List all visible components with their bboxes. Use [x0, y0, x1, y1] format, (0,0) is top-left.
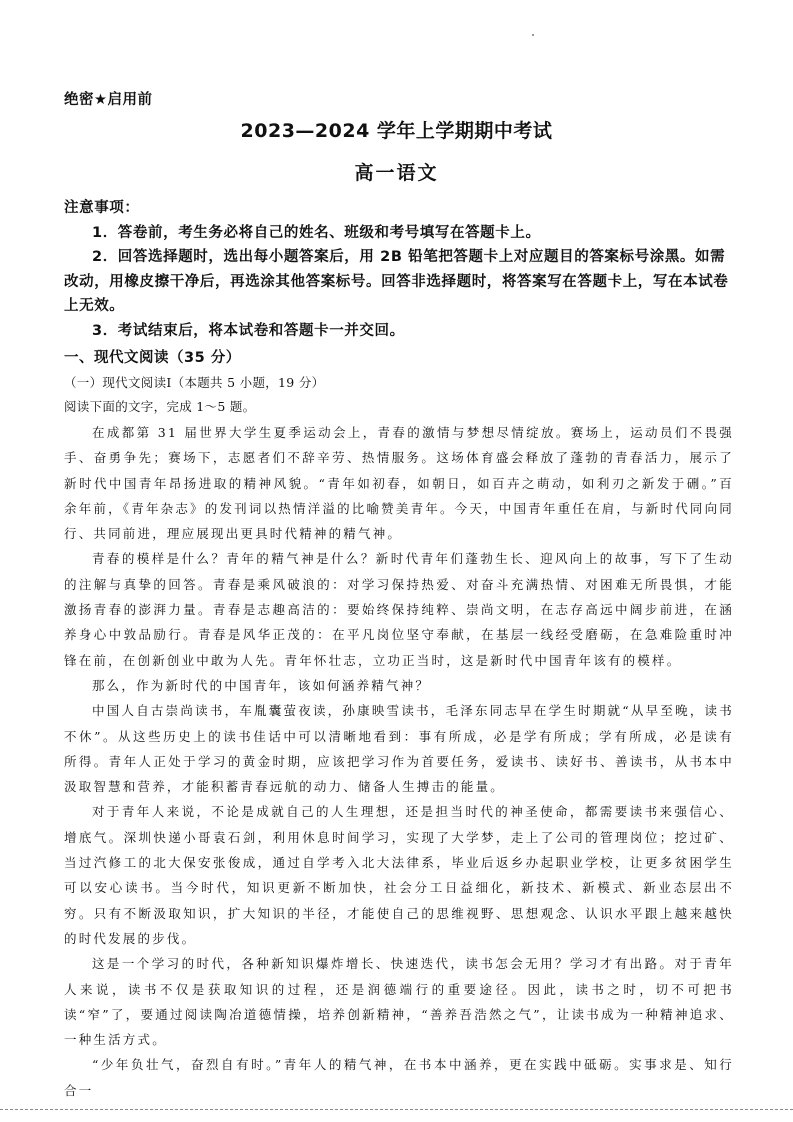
passage-paragraph: 中国人自古崇尚读书，车胤囊萤夜读，孙康映雪读书，毛泽东同志早在学生时期就“从早至晚，读书不休”。从这些历史上的读书佳话中可以清晰地看到：事有所成，必是学有所成；学有所成，必是读有所得。青年人正处于学习的黄金时期，应该把学习作为首要任务，爱读书、读好书、善读书，从书本中汲取智慧和营养，才能积蓄青春远航的动力、储备人生搏击的能量。: [64, 703, 734, 795]
notice-heading: 注意事项：: [64, 200, 140, 216]
part-heading: （一）现代文阅读Ⅰ（本题共 5 小题，19 分）: [64, 375, 325, 390]
exam-title: 2023—2024 学年上学期期中考试: [240, 120, 553, 142]
notice-item: 2．回答选择题时，选出每小题答案后，用 2B 铅笔把答题卡上对应题目的答案标号涂黑。如需改动，用橡皮擦干净后，再选涂其他答案标号。回答非选择题时，将答案写在答题卡上，写在本试卷上无效。: [64, 249, 729, 314]
passage-paragraph: 这是一个学习的时代，各种新知识爆炸增长、快速迭代，读书怎会无用？学习才有出路。对于青年人来说，读书不仅是获取知识的过程，还是润德端行的重要途径。因此，读书之时，切不可把书读“窄”了，要通过阅读陶冶道德情操，培养创新精神，“善养吾浩然之气”，让读书成为一种精神追求、一种生活方式。: [64, 956, 734, 1048]
passage-paragraph: 青春的模样是什么？青年的精气神是什么？新时代青年们蓬勃生长、迎风向上的故事，写下了生动的注解与真挚的回答。青春是乘风破浪的：对学习保持热爱、对奋斗充满热情、对困难无所畏惧，才能激扬青春的澎湃力量。青春是志趣高洁的：要始终保持纯粹、崇尚文明，在志存高远中阔步前进，在涵养身心中敦品励行。青春是风华正茂的：在平凡岗位坚守奉献，在基层一线经受磨砺，在急难险重时冲锋在前，在创新创业中敢为人先。青年怀壮志，立功正当时，这是新时代中国青年该有的模样。: [64, 551, 734, 668]
notice-item: 3．考试结束后，将本试卷和答题卡一并交回。: [92, 322, 405, 339]
scan-dot: [532, 34, 534, 36]
passage-paragraph: 那么，作为新时代的中国青年，该如何涵养精气神？: [92, 677, 431, 693]
notice-item: 1．答卷前，考生务必将自己的姓名、班级和考号填写在答题卡上。: [92, 224, 541, 241]
reading-passage: [64, 420, 734, 1103]
reading-instruction: 阅读下面的文字，完成 1～5 题。: [64, 399, 256, 414]
passage-paragraph: “少年负壮气，奋烈自有时。”青年人的精气神，在书本中涵养，更在实践中砥砺。实事求是、知行合一: [64, 1057, 734, 1098]
notice-block: [64, 196, 734, 343]
subject-title: 高一语文: [354, 162, 439, 184]
passage-paragraph: 对于青年人来说，不论是成就自己的人生理想，还是担当时代的神圣使命，都需要读书来强信心、增底气。深圳快递小哥袁石剑，利用休息时间学习，实现了大学梦，走上了公司的管理岗位；挖过矿、当过汽修工的北大保安张俊成，通过自学考入北大法律系，毕业后返乡办起职业学校，让更多贫困学生可以安心读书。当今时代，知识更新不断加快，社会分工日益细化，新技术、新模式、新业态层出不穷。只有不断汲取知识，扩大知识的半径，才能使自己的思维视野、思想观念、认识水平跟上越来越快的时代发展的步伐。: [64, 804, 734, 946]
passage-paragraph: 在成都第 31 届世界大学生夏季运动会上，青春的激情与梦想尽情绽放。赛场上，运动员们不畏强手、奋勇争先；赛场下，志愿者们不辞辛劳、热情服务。这场体育盛会释放了蓬勃的青春活力，展示了新时代中国青年昂扬进取的精神风貌。“青年如初春，如朝日，如百卉之萌动，如利刃之新发于硎。”百余年前，《青年杂志》的发刊词以热情洋溢的比喻赞美青年。今天，中国青年重任在肩，与新时代同向同行、共同前进，理应展现出更具时代精神的精气神。: [64, 425, 734, 542]
section-heading: 一、现代文阅读（35 分）: [64, 350, 241, 366]
page-bottom-divider: [0, 1109, 793, 1110]
confidential-label: 绝密★启用前: [64, 92, 153, 108]
